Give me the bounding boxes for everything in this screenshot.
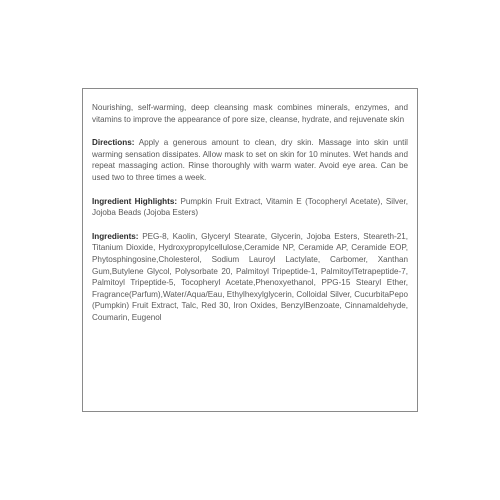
directions-paragraph — [92, 137, 408, 183]
ingredients-paragraph — [92, 231, 408, 324]
intro-paragraph: Nourishing, self-warming, deep cleansing mask combines minerals, enzymes, and vitamins to improve the appearance of pore size, cleanse, hydrate, and rejuvenate skin — [92, 103, 408, 124]
highlights-label: Ingredient Highlights: — [92, 196, 178, 206]
product-info-card — [82, 88, 418, 412]
highlights-paragraph — [92, 196, 408, 219]
directions-text: Apply a generous amount to clean, dry skin. Massage into skin until warming sensation dissipates. Allow mask to set on skin for 10 minutes. Wet hands and repeat massaging action. Rinse thoroughly with warm water. Avoid eye area. Can be used two to three times a week. — [92, 138, 408, 182]
highlights-text: Pumpkin Fruit Extract, Vitamin E (Tocopheryl Acetate), Silver, Jojoba Beads (Jojoba Esters) — [92, 196, 409, 218]
directions-label: Directions: — [92, 138, 135, 148]
ingredients-label: Ingredients: — [92, 231, 139, 241]
ingredients-text: PEG-8, Kaolin, Glyceryl Stearate, Glycerin, Jojoba Esters, Steareth-21, Titanium Dioxide, Hydroxypropylcellulose,Ceramide NP, Ceramide AP, Ceramide EOP, Phytosphingosine,Cholesterol, Sodium Lauroyl Lactylate, Carbomer, Xanthan Gum,Butylene Glycol, Polysorbate 20, Palmitoyl Tripeptide-1, PalmitoylTetrapeptide-7, Palmitoyl Tripeptide-5, Tocopheryl Acetate,Phenoxyethanol, PPG-15 Stearyl Ether, Fragrance(Parfum),Water/Aqua/Eau, Ethylhexylglycerin, Colloidal Silver, CucurbitaPepo (Pumpkin) Fruit Extract, Talc, Red 30, Iron Oxides, BenzylBenzoate, Cinnamaldehyde, Coumarin, Eugenol — [92, 231, 408, 322]
